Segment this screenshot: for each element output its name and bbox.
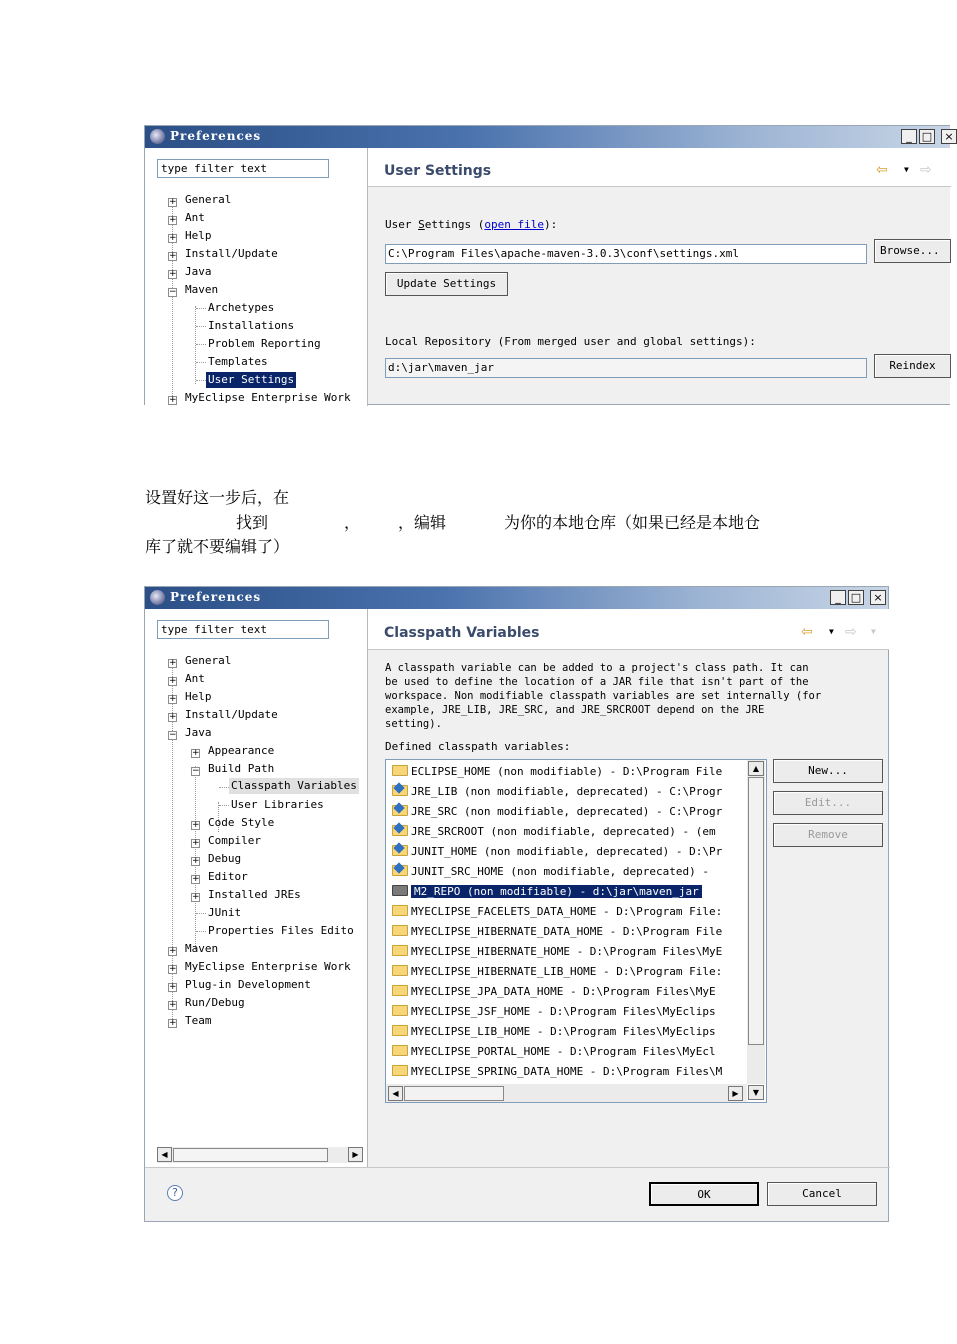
deprecated-jar-icon: [392, 805, 408, 816]
help-icon[interactable]: ?: [167, 1185, 183, 1201]
tree-item-archetypes[interactable]: Archetypes: [208, 301, 275, 314]
folder-icon: [392, 765, 408, 776]
description-line-1: A classpath variable can be added to a project's class path. It can: [385, 662, 809, 674]
tree-item-classpath-variables[interactable]: Classpath Variables: [231, 779, 357, 792]
folder-icon: [392, 945, 408, 956]
expand-icon[interactable]: +: [192, 748, 200, 758]
expand-icon[interactable]: +: [169, 197, 177, 207]
open-file-link[interactable]: open file: [484, 218, 544, 231]
list-item[interactable]: MYECLIPSE_HIBERNATE_LIB_HOME - D:\Program File:: [392, 962, 722, 982]
tree-item-problem-reporting[interactable]: Problem Reporting: [208, 337, 321, 350]
expand-icon[interactable]: +: [192, 856, 200, 866]
back-arrow-icon[interactable]: ⇦: [876, 162, 888, 178]
minimize-button[interactable]: _: [901, 129, 917, 144]
tree-item-maven[interactable]: Maven: [185, 942, 219, 955]
description-line-3: workspace. Non modifiable classpath variables are set internally (for: [385, 690, 822, 702]
preferences-window-user-settings: [144, 125, 954, 405]
expand-icon[interactable]: +: [169, 1000, 177, 1010]
folder-icon: [392, 985, 408, 996]
collapse-icon[interactable]: −: [192, 766, 200, 776]
tree-item-ant[interactable]: Ant: [185, 672, 205, 685]
list-item-selected[interactable]: M2_REPO (non modifiable) - d:\jar\maven_jar: [392, 882, 702, 902]
list-horizontal-scrollbar[interactable]: [386, 1084, 747, 1102]
tree-item-help[interactable]: Help: [185, 690, 212, 703]
close-button[interactable]: ×: [941, 129, 957, 144]
list-item[interactable]: JUNIT_HOME (non modifiable, deprecated) - D:\Pr: [392, 842, 722, 862]
page-header: [368, 148, 951, 186]
expand-icon[interactable]: +: [169, 233, 177, 243]
scroll-thumb[interactable]: [173, 1148, 328, 1162]
window-title: Preferences: [170, 590, 262, 604]
tree-item-install-update[interactable]: Install/Update: [185, 247, 278, 260]
preferences-tree-pane: [145, 609, 368, 1167]
list-item[interactable]: MYECLIPSE_FACELETS_DATA_HOME - D:\Program File:: [392, 902, 722, 922]
expand-icon[interactable]: +: [169, 946, 177, 956]
deprecated-folder-icon: [392, 825, 408, 836]
list-item[interactable]: MYECLIPSE_JSF_HOME - D:\Program Files\MyEclips: [392, 1002, 716, 1022]
local-repository-label: Local Repository (From merged user and global settings):: [385, 335, 756, 348]
expand-icon[interactable]: +: [169, 251, 177, 261]
tree-item-myeclipse[interactable]: MyEclipse Enterprise Work: [185, 391, 351, 404]
tree-item-ant[interactable]: Ant: [185, 211, 205, 224]
list-item[interactable]: ECLIPSE_HOME (non modifiable) - D:\Program File: [392, 762, 722, 782]
folder-icon: [392, 1025, 408, 1036]
scroll-right-icon[interactable]: ▶: [728, 1086, 743, 1101]
paragraph-line-2d: 为你的本地仓库（如果已经是本地仓: [504, 513, 761, 532]
paragraph-line-2c: ，编辑: [398, 513, 447, 532]
list-item[interactable]: MYECLIPSE_PORTAL_HOME - D:\Program Files\MyEcl: [392, 1042, 716, 1062]
scroll-right-icon[interactable]: ▶: [348, 1147, 363, 1162]
tree-item-junit[interactable]: JUnit: [208, 906, 242, 919]
tree-item-appearance[interactable]: Appearance: [208, 744, 275, 757]
deprecated-folder-icon: [392, 865, 408, 876]
scroll-up-icon[interactable]: ▲: [748, 761, 764, 776]
cancel-button[interactable]: Cancel: [767, 1182, 877, 1206]
list-item[interactable]: MYECLIPSE_HIBERNATE_HOME - D:\Program Files\MyE: [392, 942, 722, 962]
folder-icon: [392, 925, 408, 936]
page-title: User Settings: [384, 163, 492, 179]
tree-item-general[interactable]: General: [185, 193, 232, 206]
scroll-thumb[interactable]: [404, 1086, 504, 1101]
expand-icon[interactable]: +: [169, 1018, 177, 1028]
tree-item-plugin-development[interactable]: Plug-in Development: [185, 978, 311, 991]
expand-icon[interactable]: +: [169, 676, 177, 686]
paragraph-line-1: 设置好这一步后，在: [145, 488, 290, 507]
list-item[interactable]: JUNIT_SRC_HOME (non modifiable, deprecated) -: [392, 862, 709, 882]
edit-button[interactable]: Edit...: [773, 791, 883, 815]
collapse-icon[interactable]: −: [169, 730, 177, 740]
minimize-button[interactable]: _: [830, 590, 846, 605]
tree-item-install-update[interactable]: Install/Update: [185, 708, 278, 721]
scroll-left-icon[interactable]: ◀: [157, 1147, 172, 1162]
paragraph-line-2a: 找到: [236, 513, 269, 532]
page-header: [368, 609, 889, 649]
description-line-2: be used to define the location of a JAR file that isn't part of the: [385, 676, 809, 688]
folder-icon: [392, 1045, 408, 1056]
list-vertical-scrollbar[interactable]: [747, 760, 765, 1097]
chevron-down-icon[interactable]: ▼: [829, 627, 834, 636]
expand-icon[interactable]: +: [169, 712, 177, 722]
folder-icon: [392, 885, 408, 896]
forward-arrow-icon[interactable]: ⇨: [920, 162, 932, 178]
page-title: Classpath Variables: [384, 625, 540, 641]
header-divider: [368, 649, 889, 650]
tree-item-maven[interactable]: Maven: [185, 283, 219, 296]
tree-item-templates[interactable]: Templates: [208, 355, 268, 368]
title-bar[interactable]: [145, 126, 954, 148]
folder-icon: [392, 905, 408, 916]
local-repository-field: d:\jar\maven_jar: [385, 358, 867, 378]
tree-item-user-settings[interactable]: User Settings: [208, 373, 295, 386]
maximize-button[interactable]: □: [848, 590, 864, 605]
tree-item-java[interactable]: Java: [185, 265, 212, 278]
tree-item-myeclipse[interactable]: MyEclipse Enterprise Work: [185, 960, 351, 973]
deprecated-folder-icon: [392, 845, 408, 856]
remove-button[interactable]: Remove: [773, 823, 883, 847]
expand-icon[interactable]: +: [169, 964, 177, 974]
expand-icon[interactable]: +: [192, 820, 200, 830]
header-divider: [368, 186, 951, 187]
description-line-4: example, JRE_LIB, JRE_SRC, and JRE_SRCROOT depend on the JRE: [385, 704, 765, 716]
tree-item-help[interactable]: Help: [185, 229, 212, 242]
ok-button[interactable]: OK: [649, 1182, 759, 1206]
user-settings-label: User Settings (open file):: [385, 218, 558, 231]
browse-button[interactable]: Browse...: [874, 239, 951, 263]
tree-item-user-libraries[interactable]: User Libraries: [231, 798, 324, 811]
collapse-icon[interactable]: −: [169, 287, 177, 297]
eclipse-globe-icon: [150, 590, 165, 605]
title-bar[interactable]: [145, 587, 888, 609]
folder-icon: [392, 965, 408, 976]
preferences-window-classpath-variables: [144, 586, 889, 1222]
maximize-button[interactable]: □: [919, 129, 935, 144]
list-item[interactable]: JRE_LIB (non modifiable, deprecated) - C:\Progr: [392, 782, 722, 802]
scroll-down-icon[interactable]: ▼: [748, 1085, 764, 1100]
tree-item-installed-jres[interactable]: Installed JREs: [208, 888, 301, 901]
update-settings-button[interactable]: Update Settings: [385, 272, 508, 296]
list-item[interactable]: MYECLIPSE_JPA_DATA_HOME - D:\Program Files\MyE: [392, 982, 716, 1002]
window-title: Preferences: [170, 129, 262, 143]
chevron-down-icon[interactable]: ▼: [871, 627, 876, 636]
tree-item-compiler[interactable]: Compiler: [208, 834, 261, 847]
list-item[interactable]: MYECLIPSE_LIB_HOME - D:\Program Files\MyEclips: [392, 1022, 716, 1042]
new-button[interactable]: New...: [773, 759, 883, 783]
expand-icon[interactable]: +: [169, 215, 177, 225]
list-item[interactable]: MYECLIPSE_HIBERNATE_DATA_HOME - D:\Program File: [392, 922, 722, 942]
preferences-tree-pane: [145, 148, 368, 406]
expand-icon[interactable]: +: [169, 395, 177, 405]
settings-path-field[interactable]: C:\Program Files\apache-maven-3.0.3\conf\settings.xml: [385, 244, 867, 264]
tree-item-installations[interactable]: Installations: [208, 319, 295, 332]
forward-arrow-icon[interactable]: ⇨: [845, 624, 857, 640]
list-item[interactable]: JRE_SRCROOT (non modifiable, deprecated) - (em: [392, 822, 716, 842]
paragraph-line-3: 库了就不要编辑了）: [145, 537, 290, 556]
folder-icon: [392, 1005, 408, 1016]
chevron-down-icon[interactable]: ▼: [904, 165, 909, 174]
tree-item-java[interactable]: Java: [185, 726, 212, 739]
tree-item-properties-files-editor[interactable]: Properties Files Edito: [208, 924, 354, 937]
paragraph-line-2b: ，: [344, 513, 361, 532]
filter-input[interactable]: type filter text: [157, 620, 329, 639]
close-button[interactable]: ×: [870, 590, 886, 605]
bottom-divider: [145, 1167, 890, 1168]
tree-item-run-debug[interactable]: Run/Debug: [185, 996, 245, 1009]
list-item[interactable]: MYECLIPSE_SPRING_DATA_HOME - D:\Program Files\M: [392, 1062, 722, 1082]
classpath-variables-list[interactable]: [385, 759, 767, 1103]
tree-item-editor[interactable]: Editor: [208, 870, 248, 883]
expand-icon[interactable]: +: [169, 269, 177, 279]
list-item[interactable]: JRE_SRC (non modifiable, deprecated) - C:\Progr: [392, 802, 722, 822]
tree-item-general[interactable]: General: [185, 654, 232, 667]
folder-icon: [392, 1065, 408, 1076]
back-arrow-icon[interactable]: ⇦: [801, 624, 813, 640]
expand-icon[interactable]: +: [192, 874, 200, 884]
tree-item-debug[interactable]: Debug: [208, 852, 242, 865]
description-line-5: setting).: [385, 718, 442, 730]
scroll-left-icon[interactable]: ◀: [388, 1086, 403, 1101]
reindex-button[interactable]: Reindex: [874, 354, 951, 378]
tree-horizontal-scrollbar[interactable]: [157, 1147, 363, 1163]
tree-item-team[interactable]: Team: [185, 1014, 212, 1027]
filter-input[interactable]: type filter text: [157, 159, 329, 178]
tree-item-build-path[interactable]: Build Path: [208, 762, 275, 775]
scroll-thumb[interactable]: [748, 777, 764, 1045]
expand-icon[interactable]: +: [192, 892, 200, 902]
expand-icon[interactable]: +: [169, 694, 177, 704]
expand-icon[interactable]: +: [169, 658, 177, 668]
eclipse-globe-icon: [150, 129, 165, 144]
deprecated-jar-icon: [392, 785, 408, 796]
defined-variables-label: Defined classpath variables:: [385, 740, 571, 753]
expand-icon[interactable]: +: [169, 982, 177, 992]
expand-icon[interactable]: +: [192, 838, 200, 848]
tree-item-code-style[interactable]: Code Style: [208, 816, 275, 829]
